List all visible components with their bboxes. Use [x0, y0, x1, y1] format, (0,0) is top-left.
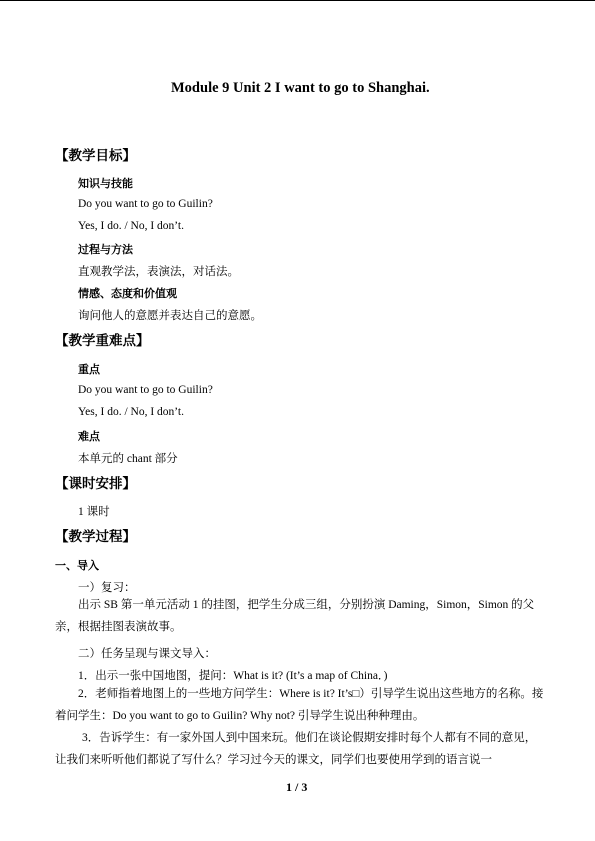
knowledge-label: 知识与技能	[78, 177, 133, 190]
document-title: Module 9 Unit 2 I want to go to Shanghai.	[171, 80, 430, 96]
emotion-label: 情感、态度和价值观	[78, 287, 177, 300]
knowledge-answer: Yes, I do. / No, I don’t.	[78, 220, 184, 232]
task-subheading: 二）任务呈现与课文导入：	[78, 648, 216, 660]
process-text: 直观教学法，表演法，对话法。	[78, 266, 239, 278]
step-2: 2．老师指着地图上的一些地方问学生：Where is it? It’s□）引导学生说出这些地方的名称。接着问学生：Do you want to go to Guilin? Why not? 引导学生说出种种理由。	[55, 688, 544, 722]
knowledge-question: Do you want to go to Guilin?	[78, 198, 213, 210]
objectives-heading: 【教学目标】	[55, 148, 136, 164]
review-subheading: 一）复习：	[78, 582, 136, 594]
emotion-text: 询问他人的意愿并表达自己的意愿。	[78, 310, 262, 322]
top-border-line	[0, 0, 595, 1]
focus-label: 重点	[78, 363, 100, 376]
schedule-heading: 【课时安排】	[55, 476, 136, 492]
section-intro-heading: 一、导入	[55, 559, 99, 572]
schedule-text: 1 课时	[78, 506, 110, 518]
difficult-label: 难点	[78, 430, 100, 443]
teaching-process-heading: 【教学过程】	[55, 529, 136, 545]
focus-answer: Yes, I do. / No, I don’t.	[78, 406, 184, 418]
focus-question: Do you want to go to Guilin?	[78, 384, 213, 396]
step-3: 3．告诉学生：有一家外国人到中国来玩。他们在谈论假期安排时每个人都有不同的意见，让我们来听听他们都说了写什么？学习过今天的课文，同学们也要使用学到的语言说一	[55, 732, 537, 766]
step-1: 1．出示一张中国地图，提问：What is it? (It’s a map of China．)	[78, 670, 388, 682]
key-points-heading: 【教学重难点】	[55, 333, 150, 349]
page-number: 1 / 3	[286, 780, 308, 794]
difficult-text: 本单元的 chant 部分	[78, 453, 178, 465]
process-label: 过程与方法	[78, 243, 133, 256]
review-paragraph: 出示 SB 第一单元活动 1 的挂图，把学生分成三组，分别扮演 Daming，Simon，Simon 的父亲，根据挂图表演故事。	[55, 599, 535, 633]
